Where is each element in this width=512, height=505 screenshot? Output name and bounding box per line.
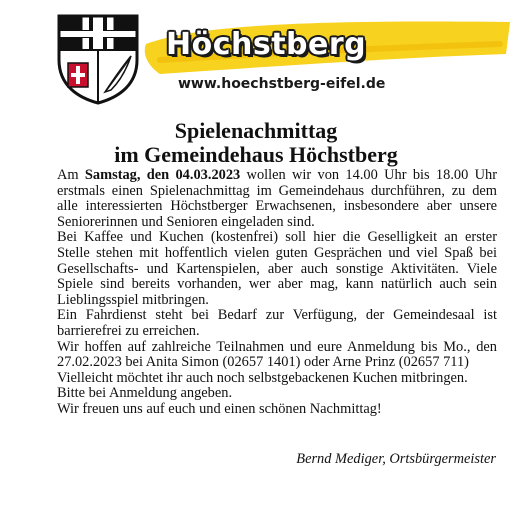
signature: Bernd Mediger, Ortsbürgermeister xyxy=(296,451,496,467)
brand-wordmark: Höchstberg xyxy=(166,27,367,62)
title-line-1: Spielenachmittag xyxy=(174,118,338,143)
website-url[interactable]: www.hoechstberg-eifel.de xyxy=(178,76,386,92)
article-body xyxy=(57,168,497,418)
paragraph-registration: Wir hoffen auf zahlreiche Teilnahmen und eure Anmeldung bis Mo., den 27.02.2023 bei Anita Simon (02657 1401) oder Arne Prinz (02657 711) xyxy=(57,338,497,371)
article-title xyxy=(0,119,512,167)
coat-of-arms-icon xyxy=(55,10,141,105)
paragraph-shuttle: Ein Fahrdienst steht bei Bedarf zur Verfügung, der Gemeindesaal ist barrierefrei zu erreichen. xyxy=(57,307,497,339)
paragraph-invitation-text: wollen wir von 14.00 Uhr bis 18.00 Uhr erstmals einen Spielenachmittag im Gemeindehaus durchführen, zu dem alle interessierten Höchstberger Erwachsenen, insbesondere aber unsere Seniorerinnen und Senioren eingeladen sind. xyxy=(57,167,497,230)
header xyxy=(0,0,512,112)
title-line-2: im Gemeindehaus Höchstberg xyxy=(114,142,398,167)
paragraph-note: Bitte bei Anmeldung angeben. xyxy=(57,385,233,402)
paragraph-invitation xyxy=(57,168,497,230)
event-date: Samstag, den 04.03.2023 xyxy=(84,167,241,183)
paragraph-coffee-cake: Bei Kaffee und Kuchen (kostenfrei) soll hier die Geselligkeit an erster Stelle stehen mit hoffentlich vielen guten Gesprächen und viel Spaß bei Gesellschafts- und Kartenspielen, aber auch sonstige Aktivitäten. Viele Spiele sind bereits vorhanden, wer aber mag, kann natürlich auch sein Lieblingsspiel mitbringen. xyxy=(57,229,497,308)
paragraph-closing: Wir freuen uns auf euch und einen schönen Nachmittag! xyxy=(57,400,382,417)
paragraph-prefix: Am xyxy=(57,167,85,183)
paragraph-cake-request: Vielleicht möchtet ihr auch noch selbstgebackenen Kuchen mitbringen. xyxy=(57,369,468,386)
